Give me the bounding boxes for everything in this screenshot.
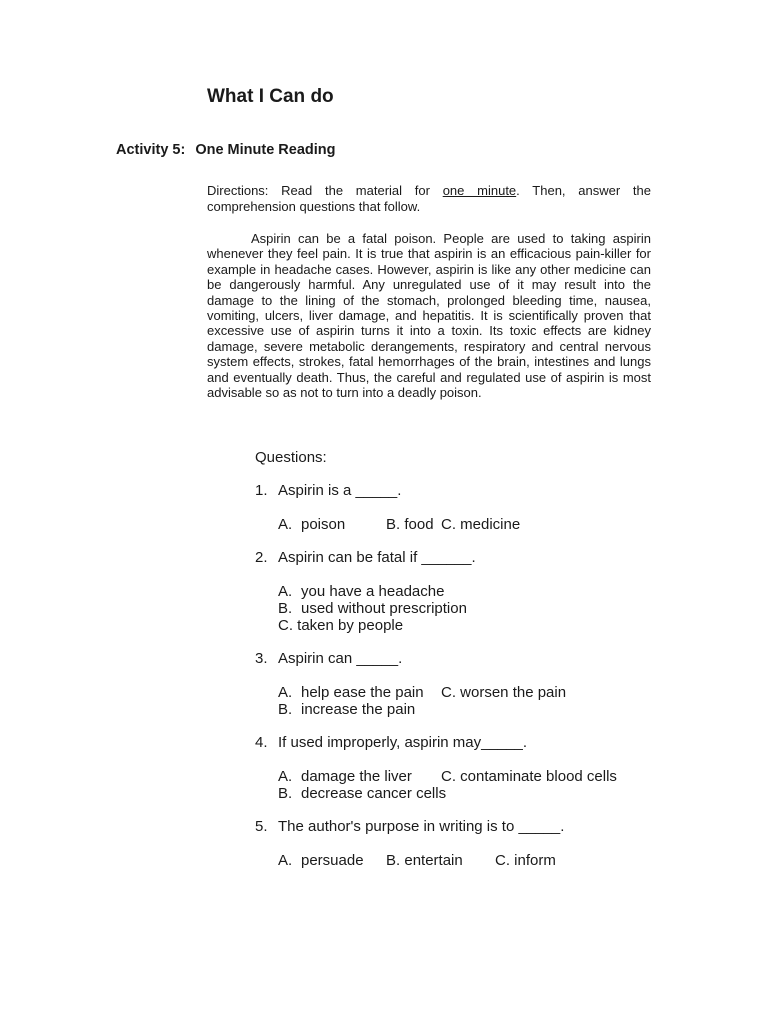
choice-2b	[278, 600, 467, 617]
choice-letter: B.	[278, 701, 293, 718]
choice-text: taken by people	[297, 617, 404, 634]
choice-letter: A.	[278, 852, 293, 869]
choice-4a	[278, 768, 412, 785]
choice-5c	[495, 852, 556, 869]
choice-2c	[278, 617, 403, 634]
choice-letter: B.	[278, 600, 293, 617]
activity-label: Activity 5:	[116, 142, 186, 158]
question-5	[255, 818, 564, 835]
question-text: Aspirin can be fatal if ______.	[278, 549, 476, 566]
choice-letter: A.	[278, 583, 293, 600]
directions-before: Directions: Read the material for	[207, 183, 443, 198]
directions-underlined: one minute	[442, 183, 517, 198]
question-text: The author's purpose in writing is to _____.	[278, 818, 565, 835]
choice-text: increase the pain	[301, 701, 416, 718]
reading-passage: Aspirin can be a fatal poison. People are used to taking aspirin whenever they feel pain. It is true that aspirin is an efficacious pain-killer for example in headache cases. However, aspirin is like any other medicine can be dangerously harmful. Any unregulated use of it may result into the damage to the lining of the stomach, prolonged bleeding time, nausea, vomiting, ulcers, liver damage, and hepatitis. It is scientifically proven that excessive use of aspirin turns it into a toxin. Its toxic effects are kidney damage, severe metabolic derangements, respiratory and central nervous system effects, strokes, fatal hemorrhages of the brain, intestines and lungs and eventually death. Thus, the careful and regulated use of aspirin is most advisable so as not to turn into a deadly poison.	[207, 231, 651, 401]
question-text: Aspirin can _____.	[278, 650, 403, 667]
choice-text: worsen the pain	[460, 684, 567, 701]
question-number: 4.	[255, 734, 268, 751]
choice-text: used without prescription	[301, 600, 467, 617]
choice-text: contaminate blood cells	[460, 768, 617, 785]
question-3	[255, 650, 402, 667]
choice-text: damage the liver	[301, 768, 412, 785]
choice-text: persuade	[301, 852, 364, 869]
directions-text	[207, 183, 651, 214]
choice-1a	[278, 516, 345, 533]
choice-3c	[441, 684, 566, 701]
choice-text: medicine	[460, 516, 521, 533]
choice-letter: C.	[278, 617, 293, 634]
choice-4b	[278, 785, 446, 802]
choice-text: poison	[301, 516, 346, 533]
choice-letter: B.	[386, 516, 401, 533]
activity-heading	[116, 142, 335, 158]
activity-name: One Minute Reading	[195, 142, 336, 158]
choice-letter: B.	[386, 852, 401, 869]
choice-3b	[278, 701, 415, 718]
choice-letter: A.	[278, 684, 293, 701]
choice-text: help ease the pain	[301, 684, 424, 701]
choice-letter: C.	[441, 768, 456, 785]
choice-text: inform	[514, 852, 556, 869]
choice-5b	[386, 852, 463, 869]
question-text: If used improperly, aspirin may_____.	[278, 734, 528, 751]
question-2	[255, 549, 476, 566]
choice-1c	[441, 516, 520, 533]
question-1	[255, 482, 401, 499]
page-title: What I Can do	[207, 86, 334, 107]
choice-letter: C.	[495, 852, 510, 869]
choice-3a	[278, 684, 424, 701]
questions-heading: Questions:	[255, 449, 327, 466]
choice-text: entertain	[404, 852, 463, 869]
choice-letter: C.	[441, 684, 456, 701]
choice-text: you have a headache	[301, 583, 445, 600]
choice-1b	[386, 516, 434, 533]
question-4	[255, 734, 527, 751]
question-text: Aspirin is a _____.	[278, 482, 402, 499]
choice-letter: A.	[278, 516, 293, 533]
choice-letter: C.	[441, 516, 456, 533]
choice-letter: B.	[278, 785, 293, 802]
question-number: 5.	[255, 818, 268, 835]
choice-text: food	[404, 516, 434, 533]
question-number: 2.	[255, 549, 268, 566]
choice-text: decrease cancer cells	[301, 785, 447, 802]
question-number: 1.	[255, 482, 268, 499]
choice-4c	[441, 768, 617, 785]
choice-5a	[278, 852, 364, 869]
choice-letter: A.	[278, 768, 293, 785]
question-number: 3.	[255, 650, 268, 667]
directions-after: . Then, answer the comprehension questions that follow.	[207, 183, 652, 214]
choice-2a	[278, 583, 444, 600]
